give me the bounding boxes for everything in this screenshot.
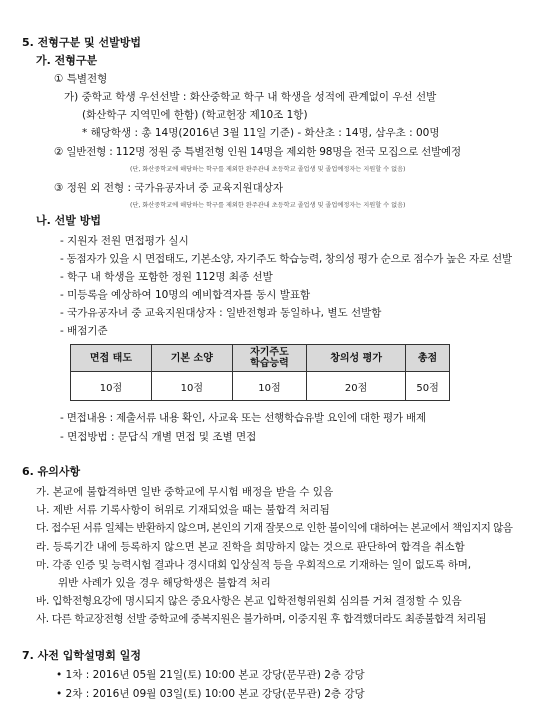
priority-selection-text: 가) 중학교 학생 우선선발 : 화산중학교 학구 내 학생을 성적에 관계없이 우선 선발 xyxy=(64,91,437,103)
table-cell: 20점 xyxy=(307,372,406,401)
score-criteria-table xyxy=(70,344,450,401)
interview-method: - 면접방법 : 문답식 개별 면접 및 조별 면접 xyxy=(60,431,257,443)
notice-item: 사. 다른 학교장전형 선발 중학교에 중복지원은 불가하며, 이중지원 후 합격했더라도 최종불합격 처리됨 xyxy=(36,613,487,625)
interview-content: - 면접내용 : 제출서류 내용 확인, 사교육 또는 선행학습유발 요인에 대한 평가 배제 xyxy=(60,412,426,424)
notice-item: 나. 제반 서류 기록사항이 허위로 기재되었을 때는 불합격 처리됨 xyxy=(36,504,330,516)
table-cell: 10점 xyxy=(151,372,232,401)
session-item: • 2차 : 2016년 09월 03일(토) 10:00 본교 강당(문무관) 2층 강당 xyxy=(56,688,365,700)
table-cell: 10점 xyxy=(71,372,152,401)
method-item: - 지원자 전원 면접평가 실시 xyxy=(60,235,189,247)
table-header-cell: 자기주도 학습능력 xyxy=(232,345,306,372)
method-item: - 배점기준 xyxy=(60,325,108,337)
table-cell: 50점 xyxy=(406,372,450,401)
section-5-title: 5. 전형구분 및 선발방법 xyxy=(22,36,141,49)
notice-item-continuation: 위반 사례가 있을 경우 해당학생은 불합격 처리 xyxy=(58,577,271,589)
method-item: - 동점자가 있을 시 면접태도, 기본소양, 자기주도 학습능력, 창의성 평가 순으로 점수가 높은 자로 선발 xyxy=(60,253,512,265)
table-header-cell: 총점 xyxy=(406,345,450,372)
method-item: - 국가유공자녀 중 교육지원대상자 : 일반전형과 동일하나, 별도 선발함 xyxy=(60,307,382,319)
section-6-title: 6. 유의사항 xyxy=(22,465,81,478)
notice-item: 마. 각종 인증 및 능력시험 결과나 경시대회 입상실적 등을 우회적으로 기재하는 일이 없도록 하며, xyxy=(36,559,471,571)
session-item: • 1차 : 2016년 05월 21일(토) 10:00 본교 강당(문무관) 2층 강당 xyxy=(56,669,365,681)
notice-item: 라. 등록기간 내에 등록하지 않으면 본교 진학을 희망하지 않는 것으로 판단하여 합격을 취소함 xyxy=(36,541,465,553)
method-item: - 미등록을 예상하여 10명의 예비합격자를 동시 발표함 xyxy=(60,289,311,301)
table-cell: 10점 xyxy=(232,372,306,401)
table-header-cell: 기본 소양 xyxy=(151,345,232,372)
notice-item: 가. 본교에 불합격하면 일반 중학교에 무시험 배정을 받을 수 있음 xyxy=(36,486,334,498)
extra-admission-note: (단, 화산중학교에 해당하는 학구를 제외한 완주관내 초등학교 졸업생 및 졸업예정자는 지원할 수 없음) xyxy=(130,202,406,209)
priority-selection-condition: (화산학구 지역민에 한함) (학교헌장 제10조 1항) xyxy=(82,109,308,121)
general-admission-note: (단, 화산중학교에 해당하는 학구를 제외한 완주관내 초등학교 졸업생 및 졸업예정자는 지원할 수 없음) xyxy=(130,166,406,173)
notice-item: 바. 입학전형요강에 명시되지 않은 중요사항은 본교 입학전형위원회 심의를 거쳐 결정할 수 있음 xyxy=(36,595,462,607)
method-item: - 학구 내 학생을 포함한 정원 112명 최종 선발 xyxy=(60,271,273,283)
table-header-cell: 면접 태도 xyxy=(71,345,152,372)
extra-admission-item: ③ 정원 외 전형 : 국가유공자녀 중 교육지원대상자 xyxy=(54,182,284,194)
table-header-row xyxy=(71,345,450,372)
section-7-title: 7. 사전 입학설명회 일정 xyxy=(22,649,141,662)
table-row xyxy=(71,372,450,401)
notice-item: 다. 접수된 서류 일체는 반환하지 않으며, 본인의 기재 잘못으로 인한 불이익에 대하여는 본교에서 책임지지 않음 xyxy=(36,522,513,534)
subsection-na-title: 나. 선발 방법 xyxy=(36,214,101,227)
special-admission-item: ① 특별전형 xyxy=(54,73,108,85)
subsection-ga-title: 가. 전형구분 xyxy=(36,54,98,67)
table-header-cell: 창의성 평가 xyxy=(307,345,406,372)
priority-student-count: * 해당학생 : 총 14명(2016년 3월 11일 기준) - 화산초 : 14명, 삼우초 : 00명 xyxy=(82,127,440,139)
general-admission-item: ② 일반전형 : 112명 정원 중 특별전형 인원 14명을 제외한 98명을 전국 모집으로 선발예정 xyxy=(54,146,461,158)
